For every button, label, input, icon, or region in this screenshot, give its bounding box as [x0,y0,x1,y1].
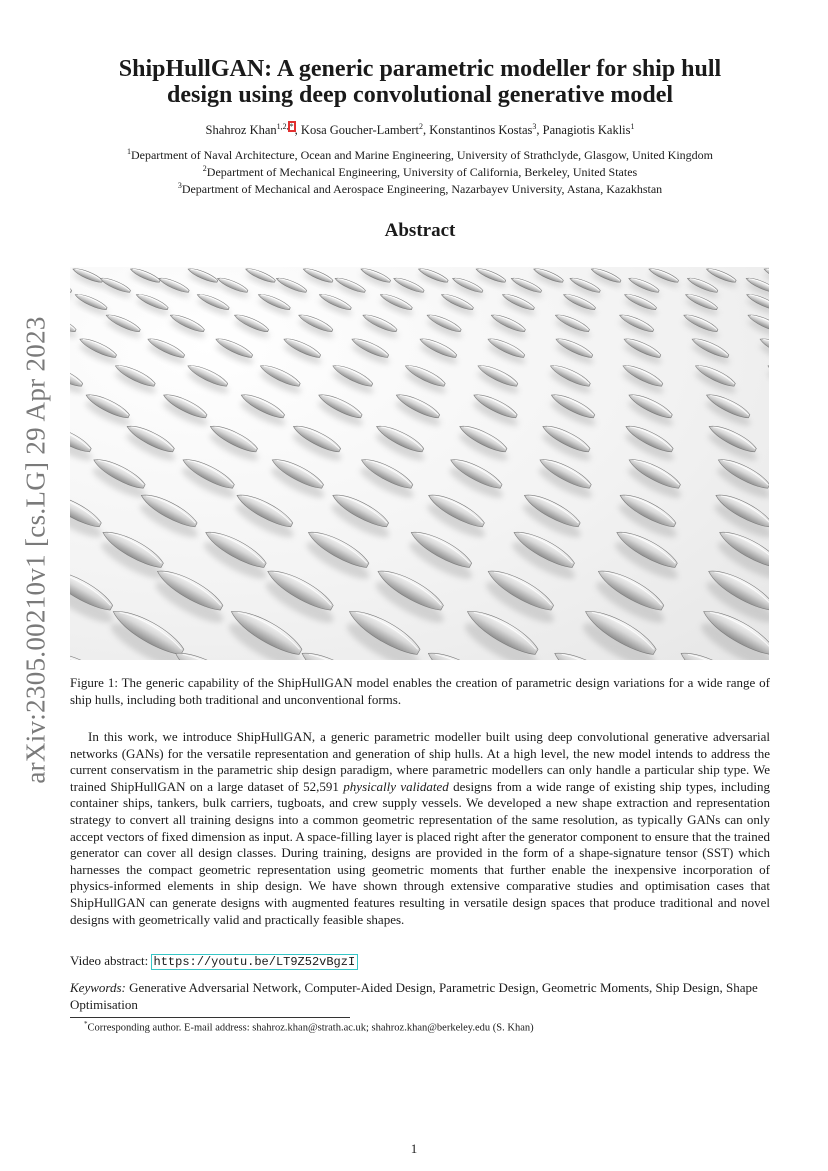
hull-shape [110,361,161,396]
author-1: Shahroz Khan [205,123,277,138]
hull-shape [80,390,135,429]
hull-shape [185,267,222,290]
hull-shape [690,361,741,396]
arxiv-identifier [4,250,68,850]
hull-shape [487,312,530,341]
hull-shape [300,267,337,290]
abstract-heading: Abstract [384,220,456,241]
hull-shape [325,489,397,543]
figure-caption: Figure 1: The generic capability of the ShipHullGAN model enables the creation of parametric design variations for a wide range of ship hulls, including both traditional and unconventional forms. [70,675,770,707]
video-link[interactable]: https://youtu.be/LT9Z52vBgzI [153,955,356,969]
hull-shape [391,390,446,429]
hull-shape [70,361,88,396]
keywords-label: Keywords: [70,980,126,995]
hull-shape [183,361,234,396]
hull-shape [313,390,368,429]
hull-shape [176,454,242,503]
hull-shape [257,563,343,629]
author-1-affil: 1,2,* [276,122,294,131]
hull-shape [143,335,189,367]
hull-shape [533,454,599,503]
hull-shape [546,390,601,429]
footnote-divider [70,1017,350,1018]
hull-shape [622,454,688,503]
hull-shape [416,267,453,290]
hull-shape [158,390,213,429]
video-label: Video abstract: [70,953,149,968]
hull-shape [358,267,395,290]
hull-shape [468,390,523,429]
paper-title [60,56,780,108]
emphasis-text: physically validated [343,778,449,794]
hull-shape [703,421,764,465]
keywords [70,979,770,1013]
hull-shape [354,454,420,503]
hull-shape [156,275,194,300]
hull-shape [255,361,306,396]
title-line-1: ShipHullGAN: A generic parametric modeller for ship hull [118,56,722,82]
hull-shape [70,421,98,465]
hull-shape [453,421,514,465]
affiliation-2: $^2$Department of Mechanical Engineering, University of California, Berkeley, United States [202,164,638,179]
hull-shape [265,454,331,503]
hull-shape [619,421,680,465]
hull-shape [443,454,509,503]
hull-shape [147,563,233,629]
hull-shape [166,312,209,341]
hull-shape [400,361,451,396]
hull-shape [536,421,597,465]
abstract-body: In this work, we introduce ShipHullGAN, a generic parametric modeller built using deep convolutional generative adversarial networks (GANs) for the versatile representation and generation of ship hulls. At a high level, the new model intends to address the current conservatism in the parametric ship design paradigm, where parametric modellers can only handle a particular ship type. We trained ShipHullGAN on a large dataset of 52,591 physically validated designs from a wide range of existing ship types, including container ships, tankers, bulk carriers, tugboats, and crew supply vessels. We developed a new shape extraction and representation strategy to convert all training designs into a common geometric representation of the same resolution, as typically GANs can only accept vectors of fixed dimension as input. A space-filling layer is placed right after the generator component to ensure that the trained generator can cover all design classes. During training, designs are provided in the form of a shape-signature tensor (SST) which harnesses the compact geometric representation using geometric moments that further enable the inexpensive incorporation of physics-informed elements in ship design. We have shown through extensive comparative studies and optimisation cases that ShipHullGAN can generate designs with augmented features resulting in versatile design spaces that produce traditional and novel designs with geometrically valid and practically feasible shapes. [70,729,771,927]
hull-shape [552,335,598,367]
hull-shape [133,489,205,543]
hull-shape [194,291,234,318]
hull-shape [229,489,301,543]
hull-shape [618,361,669,396]
hull-shape [287,421,348,465]
hull-shape [473,267,510,290]
hull-shape [743,291,769,318]
hull-shape [70,489,110,543]
hull-shape [97,275,135,300]
hull-shape [484,335,530,367]
hull-shape [236,390,291,429]
hull-shape [299,525,378,585]
hull-shape [701,390,756,429]
hull-shape [420,489,492,543]
hull-shape [70,312,81,341]
hull-shape [70,644,137,660]
hull-shape [102,603,195,660]
hull-shape [328,361,379,396]
title-line-2: design using deep convolutional generative model [166,82,674,108]
hull-shape [688,335,734,367]
hull-shape [70,563,123,629]
hull-shape [473,361,524,396]
affiliation-3: $^3$Department of Mechanical and Aerospace Engineering, Nazarbayev University, Astana, Kazakhstan [177,181,663,196]
arxiv-identifier-text: arXiv:2305.00210v1 [cs.LG] 29 Apr 2023 [20,316,51,784]
author-4-affil: 1 [630,122,635,131]
hull-shape [359,312,402,341]
footnote-link[interactable]: * [289,122,294,131]
hull-shape [70,603,77,660]
hull-shape [231,312,274,341]
figure-ship-hulls [70,267,769,660]
hull-shape [75,335,121,367]
hull-shape [295,312,338,341]
hull-shape [370,421,431,465]
hull-shape [243,267,280,290]
hull-shape [347,335,393,367]
hull-shape [102,312,145,341]
author-list [60,122,780,138]
hull-shape [377,291,417,318]
author-3: , Konstantinos Kostas [423,123,533,138]
keywords-list: Generative Adversarial Network, Computer-Aided Design, Parametric Design, Geometric Moments, Ship Design, Shape Optimisation [70,980,758,1012]
author-2-affil: 2 [419,122,424,131]
hull-shape [680,312,723,341]
hull-shape [545,361,596,396]
author-4: , Panagiotis Kaklis [536,123,631,138]
hull-shape [763,361,769,396]
hull-shape [279,335,325,367]
hull-shape [121,421,182,465]
hull-shape [211,335,257,367]
hull-shape [551,312,594,341]
hull-shape [416,335,462,367]
page-number: 1 [410,1141,418,1156]
hull-shape [623,390,678,429]
hull-shape [255,291,295,318]
hull-shape [616,312,659,341]
affiliation-1: $^1$Department of Naval Architecture, Ocean and Marine Engineering, University of Strathclyde, Glasgow, United Kingdom [126,147,714,162]
hull-shape [744,312,769,341]
hull-shape [620,335,666,367]
hull-shape [70,275,76,300]
hull-shape [204,421,265,465]
hull-shape [332,275,370,300]
hull-shape [423,312,466,341]
hull-shape [196,525,275,585]
hull-shape [756,335,769,367]
author-3-affil: 3 [532,122,537,131]
author-2: , Kosa Goucher-Lambert [294,123,420,138]
video-abstract [70,953,770,969]
hull-shape [133,291,173,318]
hull-shape [72,291,112,318]
hull-shape [316,291,356,318]
hull-shape [273,275,311,300]
hull-shape [214,275,252,300]
hull-shape [391,275,429,300]
hull-grid-illustration [70,267,769,660]
footnote: *Corresponding author. E-mail address: shahroz.khan@strath.ac.uk; shahroz.khan@berkeley.edu (S. Khan) [84,1020,534,1034]
